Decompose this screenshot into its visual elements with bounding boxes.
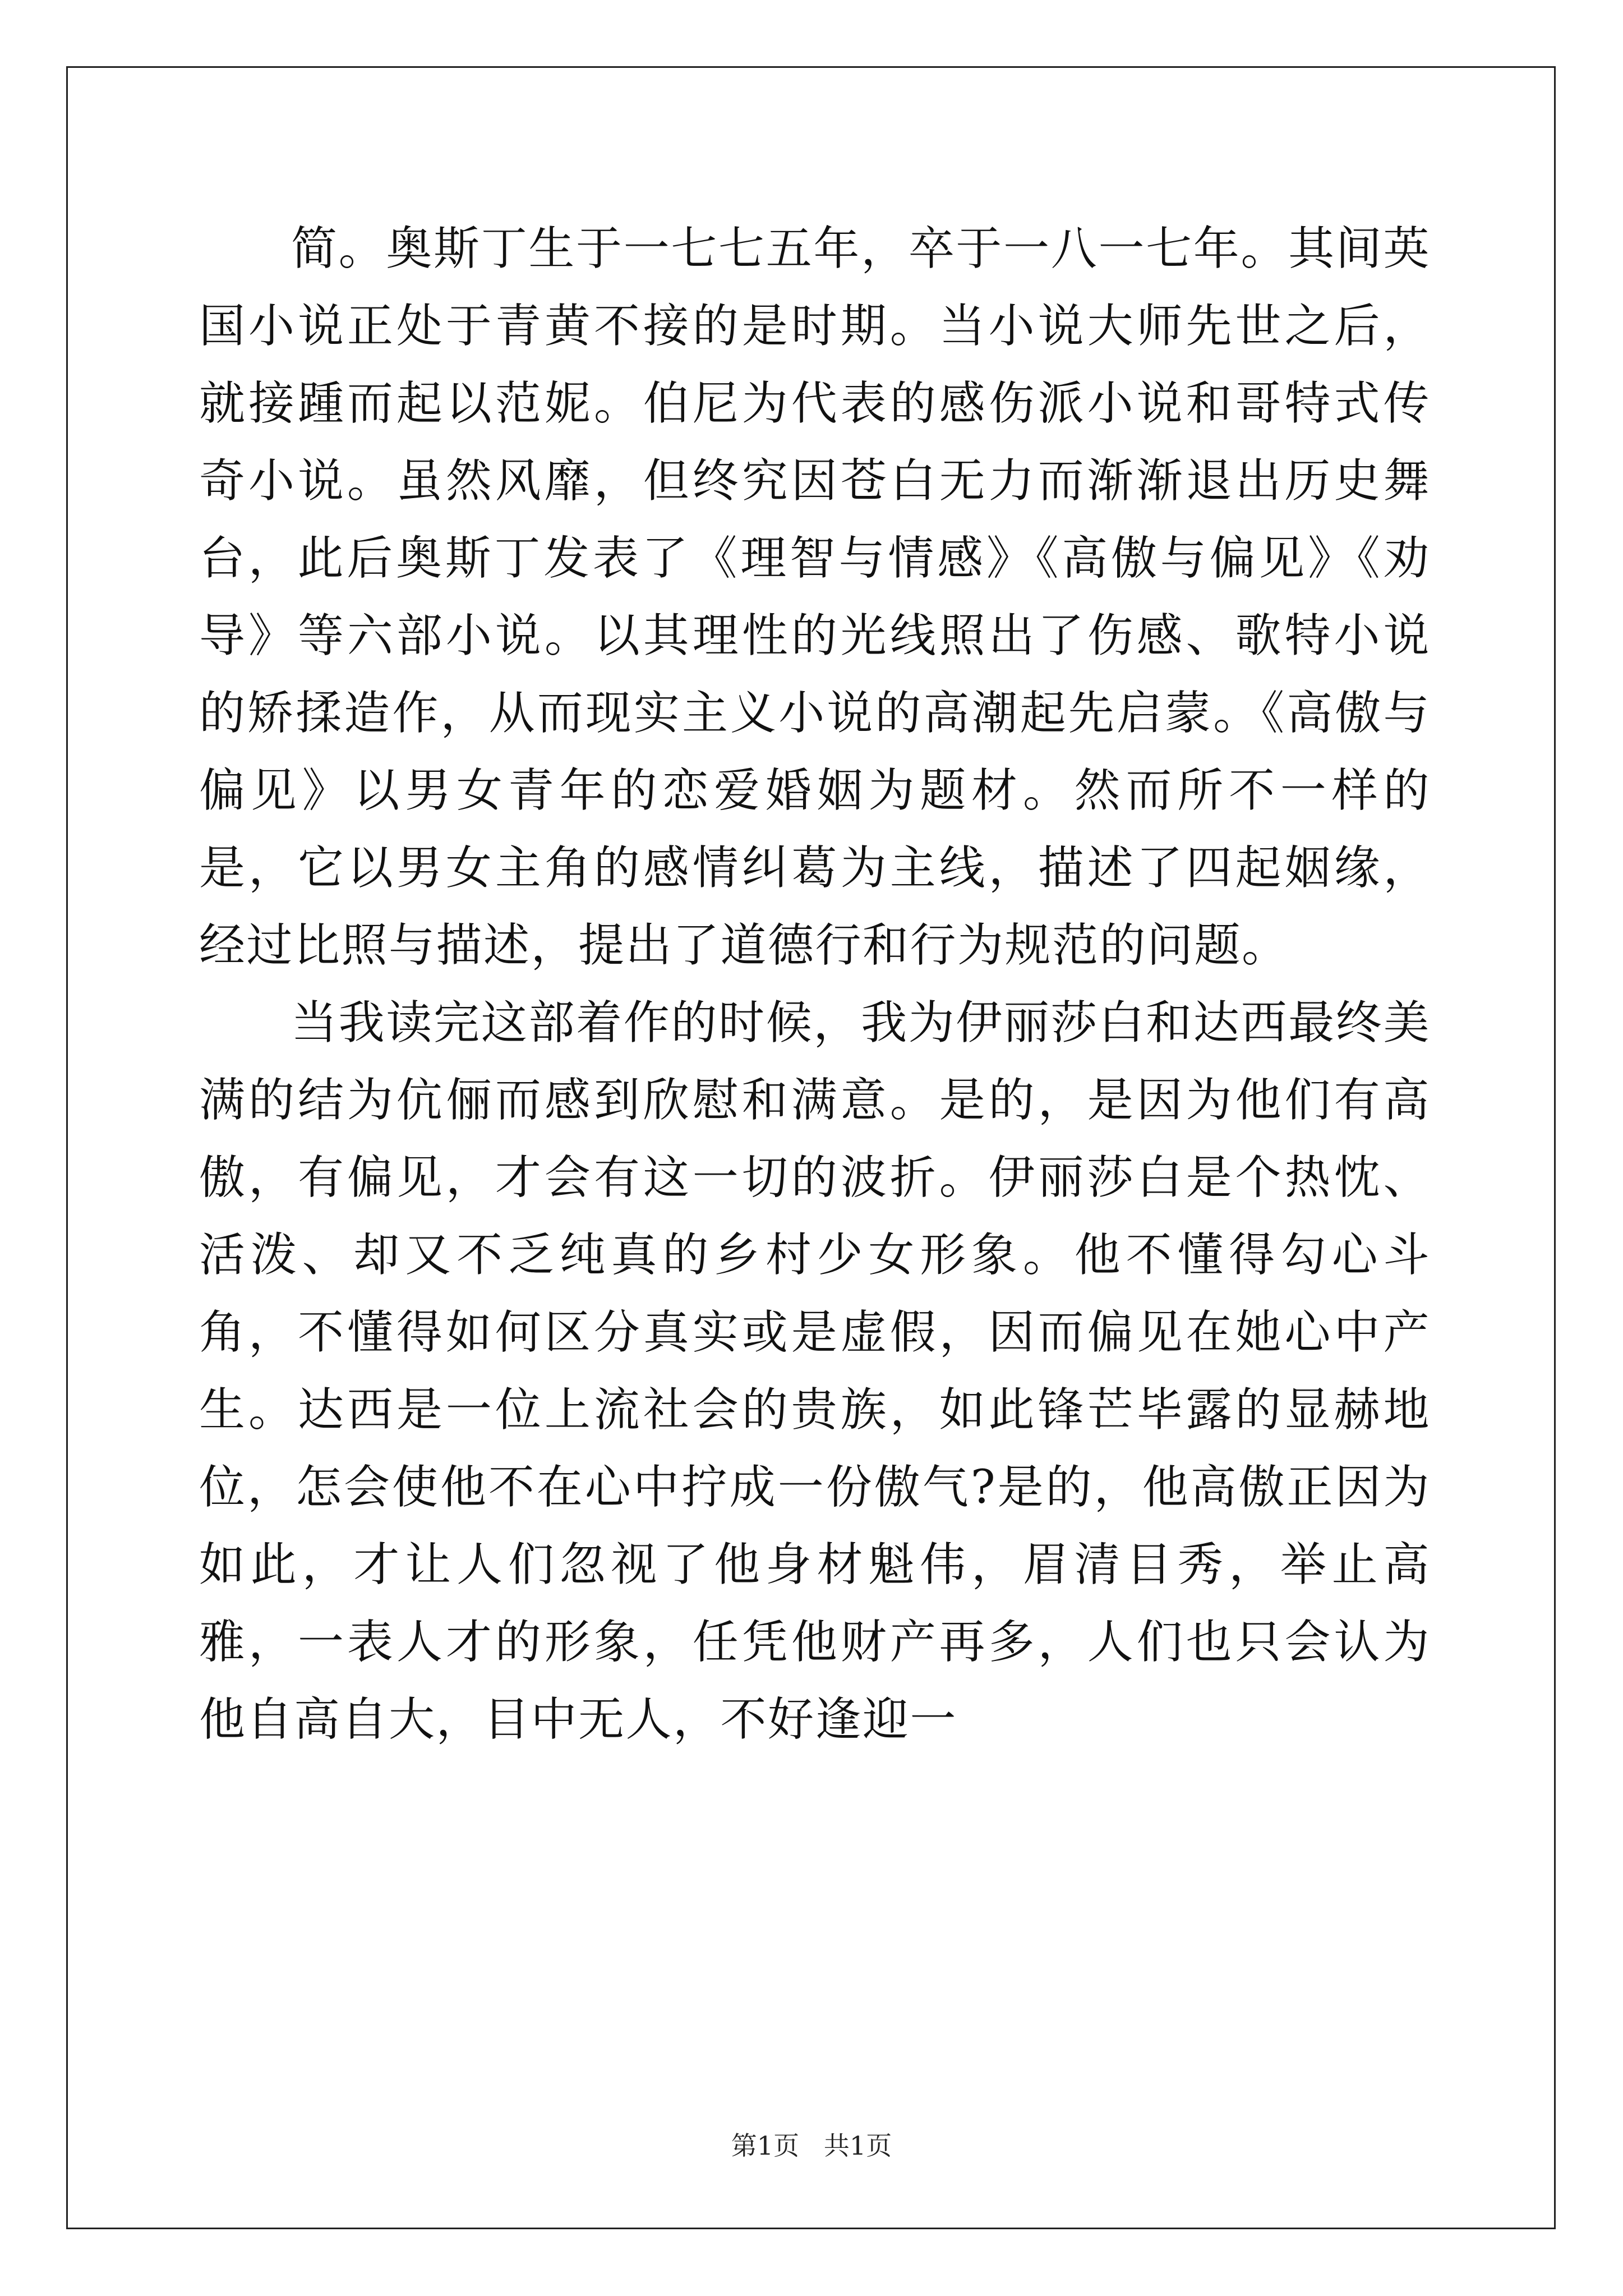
paragraph-1: 简。奥斯丁生于一七七五年，卒于一八一七年。其间英国小说正处于青黄不接的是时期。当小说大师先世之后，就接踵而起以范妮。伯尼为代表的感伤派小说和哥特式传奇小说。虽然风靡，但终究因苍白无力而渐渐退出历史舞台，此后奥斯丁发表了《理智与情感》《高傲与偏见》《劝导》等六部小说。以其理性的光线照出了伤感、歌特小说的矫揉造作，从而现实主义小说的高潮起先启蒙。《高傲与偏见》以男女青年的恋爱婚姻为题材。然而所不一样的是，它以男女主角的感情纠葛为主线，描述了四起姻缘，经过比照与描述，提出了道德行和行为规范的问题。 <box>199 222 1431 972</box>
paragraph-2: 当我读完这部着作的时候，我为伊丽莎白和达西最终美满的结为伉俪而感到欣慰和满意。是的，是因为他们有高傲，有偏见，才会有这一切的波折。伊丽莎白是个热忱、活泼、却又不乏纯真的乡村少女形象。他不懂得勾心斗角，不懂得如何区分真实或是虚假，因而偏见在她心中产生。达西是一位上流社会的贵族，如此锋芒毕露的显赫地位，怎会使他不在心中拧成一份傲气?是的，他高傲正因为如此，才让人们忽视了他身材魁伟，眉清目秀，举止高雅，一表人才的形象，任凭他财产再多，人们也只会认为他自高自大，目中无人，不好逢迎一 <box>199 996 1431 1746</box>
page-number: 第1页 共1页 <box>731 2131 892 2161</box>
document-body <box>199 210 1431 1759</box>
